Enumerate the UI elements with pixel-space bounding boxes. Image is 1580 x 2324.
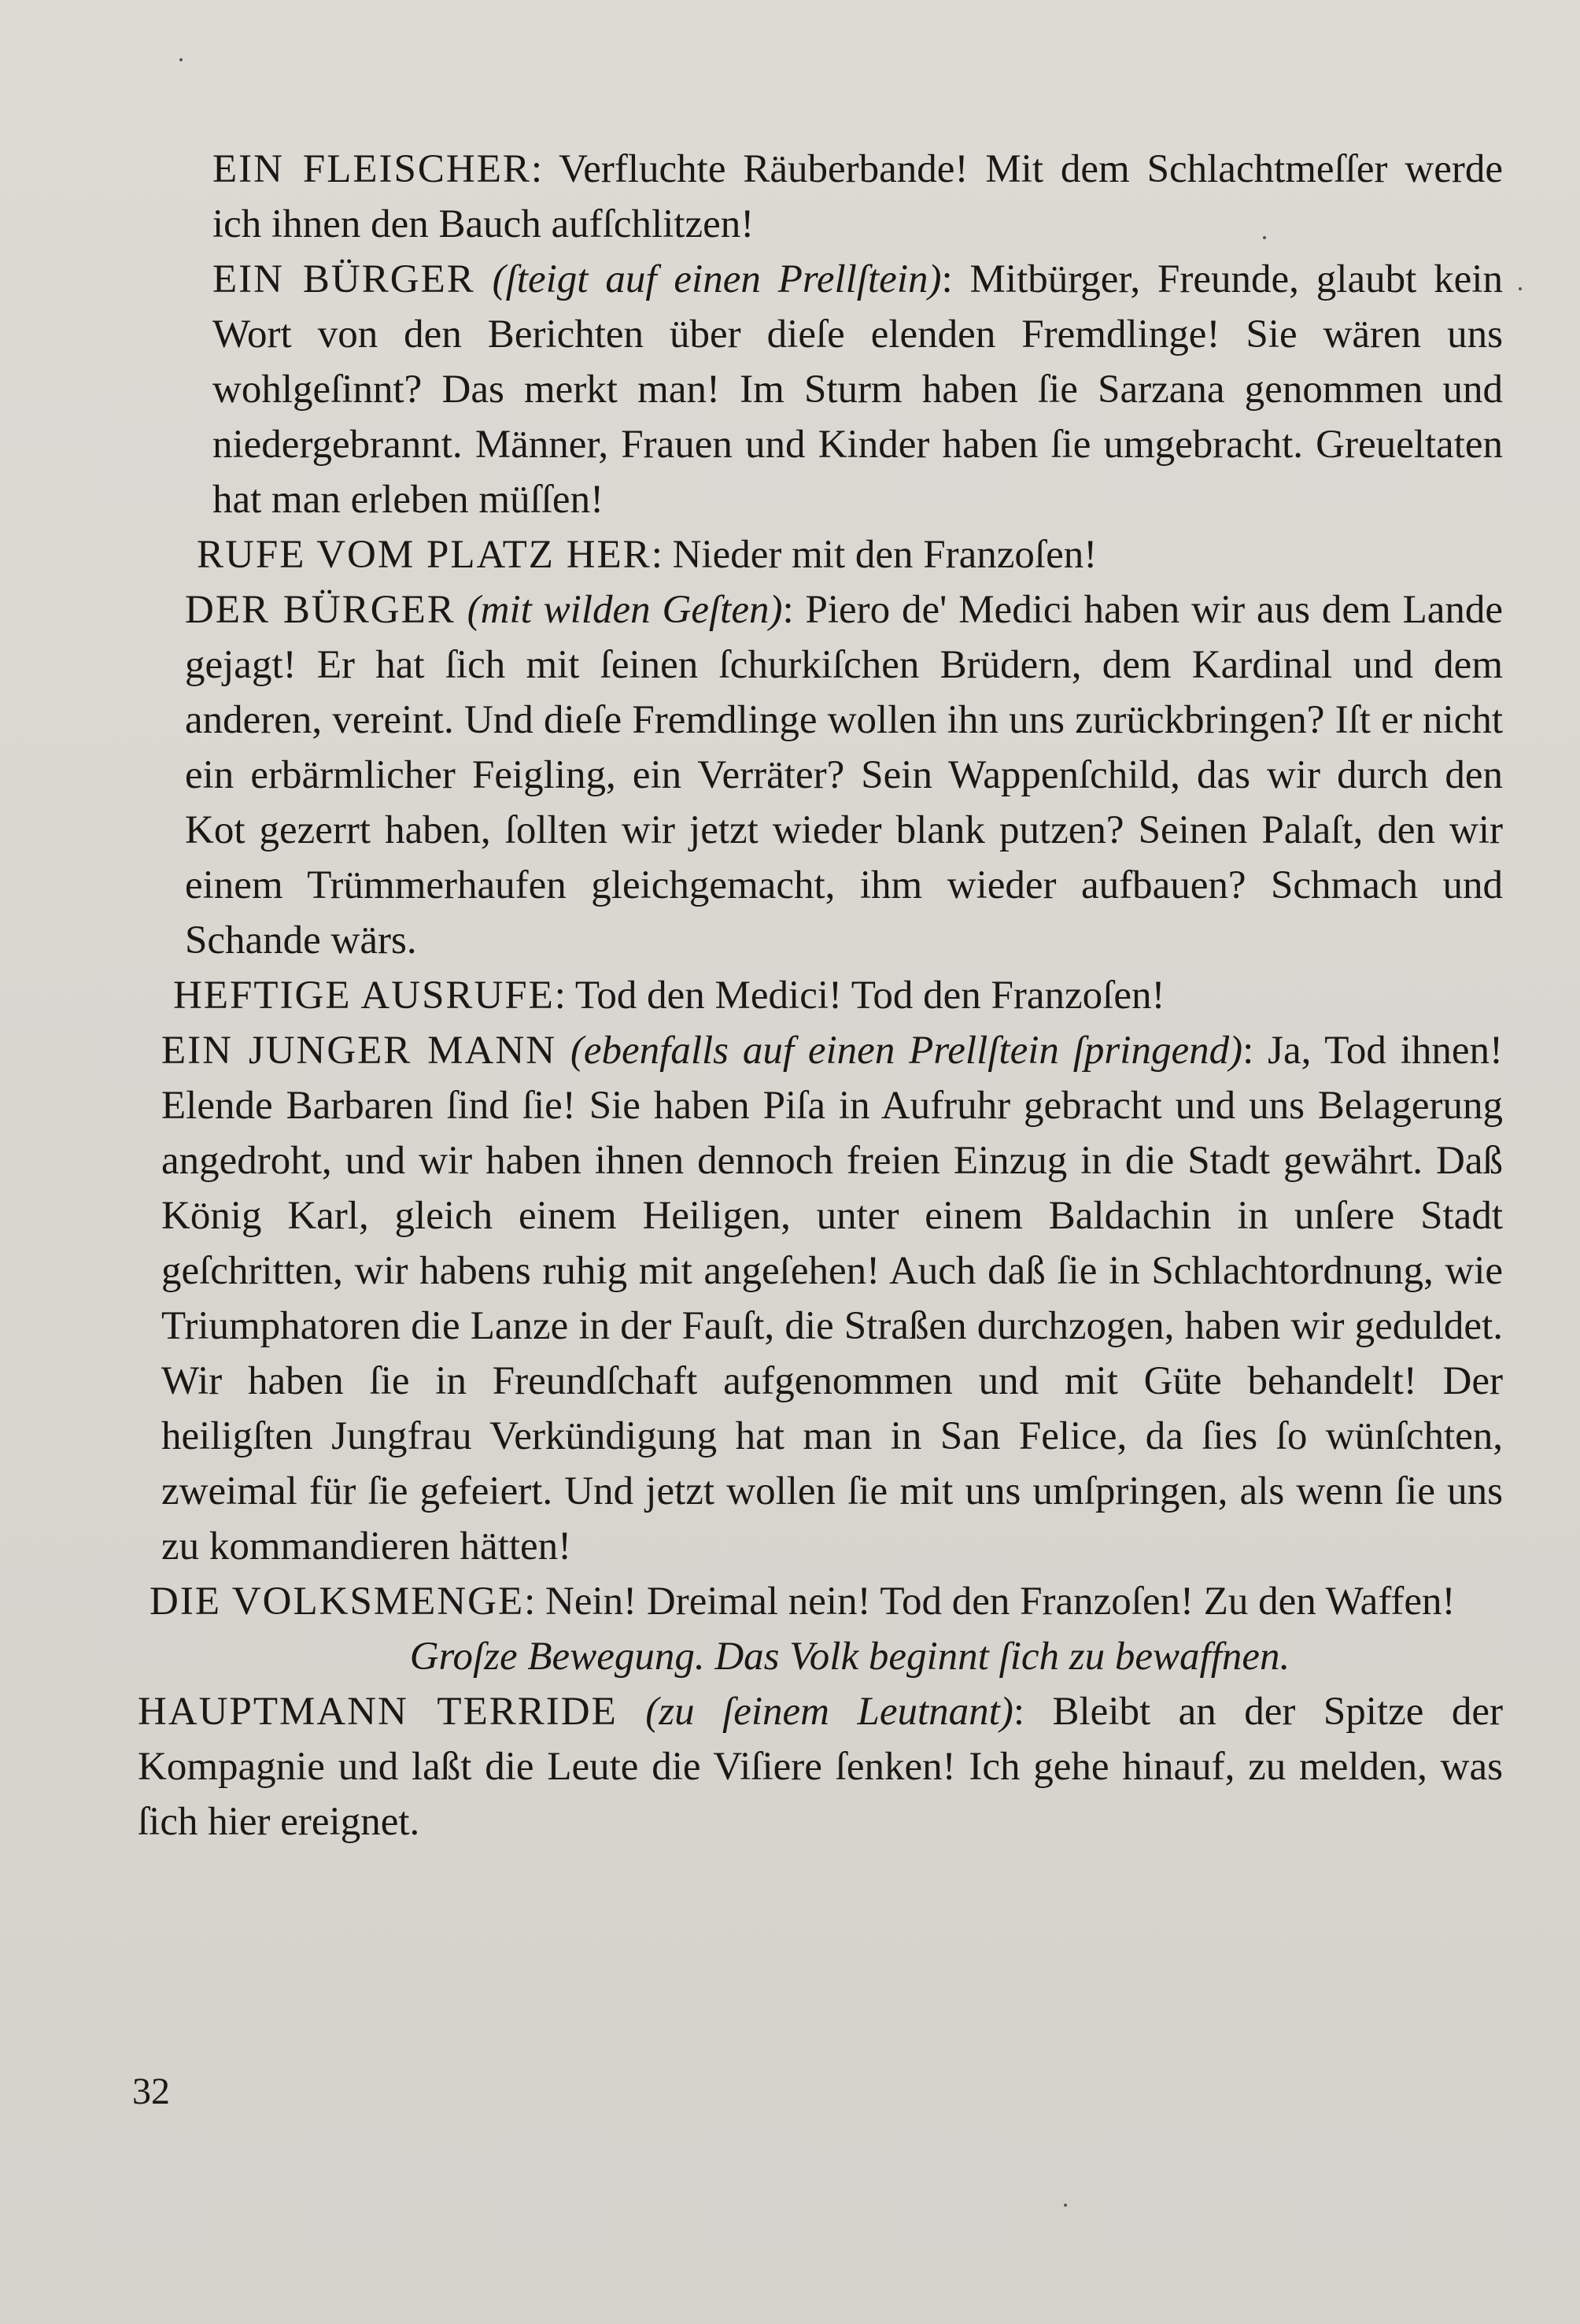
speaker-separator: : <box>1013 1690 1024 1734</box>
speaker-separator: : <box>530 147 543 191</box>
passage-junger-mann <box>118 1023 1503 1574</box>
speaker-name: EIN JUNGER MANN <box>161 1029 557 1073</box>
passage-text: Nein! Dreimal nein! Tod den Franzoſen! Zu den Waffen! <box>545 1580 1456 1624</box>
passage-volksmenge <box>118 1574 1503 1629</box>
passage-text: Mitbürger, Freunde, glaubt kein Wort von den Berichten über dieſe elenden Fremdlinge! Sie wären uns wohlgeſinnt? Das merkt man! Im Sturm haben ſie Sarzana genommen und niedergebrannt. Männer, Frauen und Kinder haben ſie umgebracht. Greueltaten hat man erleben müſſen! <box>212 257 1503 522</box>
speaker-separator: : <box>524 1580 536 1624</box>
stage-note: (zu ſeinem Leutnant) <box>645 1690 1013 1734</box>
speaker-name: DIE VOLKSMENGE <box>150 1580 525 1624</box>
speaker-name: RUFE VOM PLATZ HER <box>197 533 652 577</box>
paper-speck <box>1263 236 1266 239</box>
speaker-name: HAUPTMANN TERRIDE <box>138 1690 618 1734</box>
passage-text: Ja, Tod ihnen! Elende Barbaren ſind ſie! Sie haben Piſa in Aufruhr gebracht und uns Belagerung angedroht, und wir haben ihnen dennoch freien Einzug in die Stadt gewährt. Daß König Karl, gleich einem Heiligen, unter einem Baldachin in unſere Stadt geſchritten, wir habens ruhig mit angeſehen! Auch daß ſie in Schlachtordnung, wie Triumphatoren die Lanze in der Fauſt, die Straßen durchzogen, haben wir geduldet. Wir haben ſie in Freundſchaft aufgenommen und mit Güte behandelt! Der heiligſten Jungfrau Verkündigung hat man in San Felice, da ſies ſo wünſchten, zweimal für ſie gefeiert. Und jetzt wollen ſie mit uns umſpringen, als wenn ſie uns zu kommandieren hätten! <box>161 1029 1503 1568</box>
speaker-separator: : <box>782 588 794 632</box>
speaker-name: DER BÜRGER <box>185 588 456 632</box>
speaker-separator: : <box>1242 1029 1254 1073</box>
page-text <box>118 142 1503 1849</box>
paper-speck <box>1064 2204 1067 2207</box>
stage-note: (mit wilden Geſten) <box>467 588 783 632</box>
passage-fleischer <box>118 142 1503 252</box>
paper-speck <box>1519 287 1522 290</box>
stage-direction: Groſze Bewegung. Das Volk beginnt ſich zu bewaffnen. <box>409 1635 1290 1679</box>
passage-text: Verfluchte Räuberbande! Mit dem Schlachtmeſſer werde ich ihnen den Bauch aufſchlitzen! <box>212 147 1504 246</box>
passage-der-buerger <box>118 582 1503 968</box>
passage-rufe <box>118 527 1503 582</box>
stage-note: (ſteigt auf einen Prellſtein) <box>492 257 942 301</box>
passage-text: Nieder mit den Franzoſen! <box>672 533 1098 577</box>
speaker-name: HEFTIGE AUSRUFE <box>173 974 555 1018</box>
passage-buerger <box>118 252 1503 527</box>
speaker-name: EIN FLEISCHER <box>212 147 531 191</box>
speaker-separator: : <box>941 257 953 301</box>
speaker-separator: : <box>554 974 566 1018</box>
speaker-separator: : <box>651 533 663 577</box>
page-number: 32 <box>132 2071 170 2112</box>
speaker-name: EIN BÜRGER <box>212 257 475 301</box>
passage-text: Piero de' Medici haben wir aus dem Lande gejagt! Er hat ſich mit ſeinen ſchurkiſchen Brüdern, dem Kardinal und dem anderen, vereint. Und dieſe Fremdlinge wollen ihn uns zurückbringen? Iſt er nicht ein erbärmlicher Feigling, ein Verräter? Sein Wappenſchild, das wir durch den Kot gezerrt haben, ſollten wir jetzt wieder blank putzen? Seinen Palaſt, den wir einem Trümmerhaufen gleichgemacht, ihm wieder aufbauen? Schmach und Schande wärs. <box>185 588 1503 962</box>
passage-terride <box>118 1684 1503 1849</box>
passage-text: Bleibt an der Spitze der Kompagnie und laßt die Leute die Viſiere ſenken! Ich gehe hinauf, zu melden, was ſich hier ereignet. <box>138 1690 1503 1844</box>
stage-note: (ebenfalls auf einen Prellſtein ſpringend) <box>570 1029 1243 1073</box>
paper-speck <box>179 58 183 61</box>
passage-ausrufe <box>118 968 1503 1023</box>
passage-text: Tod den Medici! Tod den Franzoſen! <box>574 974 1165 1018</box>
